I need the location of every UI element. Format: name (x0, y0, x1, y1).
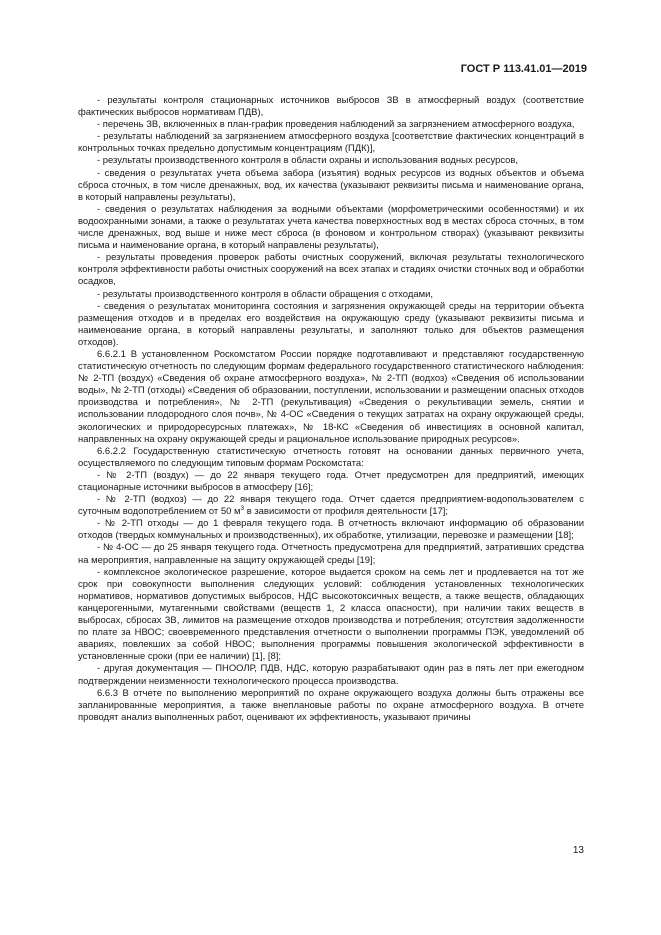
water-text-tail: в зависимости от профиля деятельности [17]; (244, 506, 448, 518)
list-item: - комплексное экологическое разрешение, которое выдается сроком на семь лет и продлевается на тот же срок при совокупности выполнения следующих условий: соблюдения установленных технологических нормативов, нормативов допустимых выбросов, НДС высокотоксичных веществ, а также веществ, обладающих канцерогенными, мутагенными свойствами (веществ 1, 2 класса опасности), при наличии таких веществ в выбросах, сбросах ЗВ, лимитов на размещение отходов производства и потребления; отсутствия задолженности по плате за НВОС; своевременного представления отчетности о выполнении программы ПЭК, уведомлений об авариях, повлекших за собой НВОС; выполнения программы повышения экологической эффективности в установленные сроки (при ее наличии) [1], [8]; (78, 566, 584, 663)
list-item: - результаты производственного контроля в области охраны и использования водных ресурсов, (97, 155, 519, 167)
list-item: - сведения о результатах учета объема забора (изъятия) водных ресурсов из водных объектов и объема сброса сточных, в том числе дренажных, вод, их качества (указывают реквизиты письма и наименование органа, в который направлены результаты), (78, 167, 584, 203)
list-item: - перечень ЗВ, включенных в план-график проведения наблюдений за загрязнением атмосферного воздуха, (97, 119, 575, 131)
list-item-water (78, 494, 584, 518)
page-number: 13 (572, 845, 584, 856)
list-item: - результаты производственного контроля в области обращения с отходами, (97, 288, 433, 300)
list-item: - сведения о результатах мониторинга состояния и загрязнения окружающей среды на территории объекта размещения отходов и в пределах его воздействия на окружающую среду (указывают реквизиты письма и наименование органа, в который направлены результаты, и заполняют только для объектов размещения отходов). (78, 300, 584, 348)
document-code-header: ГОСТ Р 113.41.01—2019 (460, 63, 587, 75)
superscript: 3 (240, 505, 245, 513)
list-item: - № 2-ТП отходы — до 1 февраля текущего года. В отчетность включают информацию об образовании отходов (твердых коммунальных и производственных), их обработке, утилизации, перевозке и размещении [18]; (78, 518, 584, 542)
list-item: - другая документация — ПНООЛР, ПДВ, НДС, которую разрабатывают один раз в пять лет при ежегодном подтверждении неизменности технологического процесса производства. (78, 663, 584, 687)
list-item: - результаты наблюдений за загрязнением атмосферного воздуха [соответствие фактических концентраций в контрольных точках предельно допустимым концентрациям (ПДК)], (78, 131, 584, 155)
list-item: - № 2-ТП (воздух) — до 22 января текущего года. Отчет предусмотрен для предприятий, имеющих стационарные источники выбросов в атмосферу [16]; (78, 469, 584, 493)
list-item: - результаты контроля стационарных источников выбросов ЗВ в атмосферный воздух (соответствие фактических выбросов нормативам ПДВ), (78, 95, 584, 119)
list-item: - № 4-ОС — до 25 января текущего года. Отчетность предусмотрена для предприятий, затративших средства на мероприятия, направленные на защиту окружающей среды [19]; (78, 542, 584, 566)
paragraph-6-6-3: 6.6.3 В отчете по выполнению мероприятий по охране окружающего воздуха должны быть отражены все запланированные мероприятия, а также внеплановые работы по охране атмосферного воздуха. В отчете проводят анализ выполненных работ, оценивают их эффективность, указывают причины (78, 687, 584, 723)
water-text: - № 2-ТП (водхоз) — до 22 января текущего года. Отчет сдается предприятием-водопользователем с суточным водопотреблением от 50 м (78, 494, 584, 518)
document-body (78, 95, 584, 724)
list-item: - сведения о результатах наблюдения за водными объектами (морфометрическими особенностями) и их водоохранными зонами, а также о результатах учета качества поверхностных вод в местах сброса сточных, в том числе дренажных, вод выше и ниже мест сброса (в фоновом и контрольном створах) (указывают реквизиты письма и наименование органа, в который направлены результаты), (78, 203, 584, 252)
list-item: - результаты проведения проверок работы очистных сооружений, включая результаты технологического контроля эффективности работы очистных сооружений на всех этапах и стадиях очистки сточных вод и обработки осадков, (78, 252, 584, 288)
paragraph-6-6-2-2: 6.6.2.2 Государственную статистическую отчетность готовят на основании данных первичного учета, осуществляемого по следующим типовым формам Роскомстата: (78, 445, 584, 469)
paragraph-6-6-2-1: 6.6.2.1 В установленном Роскомстатом России порядке подготавливают и представляют государственную статистическую отчетность по следующим формам федерального государственного статистического наблюдения: № 2-ТП (воздух) «Сведения об охране атмосферного воздуха», № 2-ТП (водхоз) «Сведения об использовании воды», № 2-ТП (отходы) «Сведения об образовании, поступлении, использовании и размещении опасных отходов производства и потребления», № 2-ТП (рекультивация) «Сведения о рекультивации земель, снятии и использовании плодородного слоя почв», № 4-ОС «Сведения о текущих затратах на охрану окружающей среды, экологических и природоресурсных платежах», № 18-КС «Сведения об инвестициях в основной капитал, направленных на охрану окружающей среды и рациональное использование природных ресурсов». (78, 348, 584, 445)
